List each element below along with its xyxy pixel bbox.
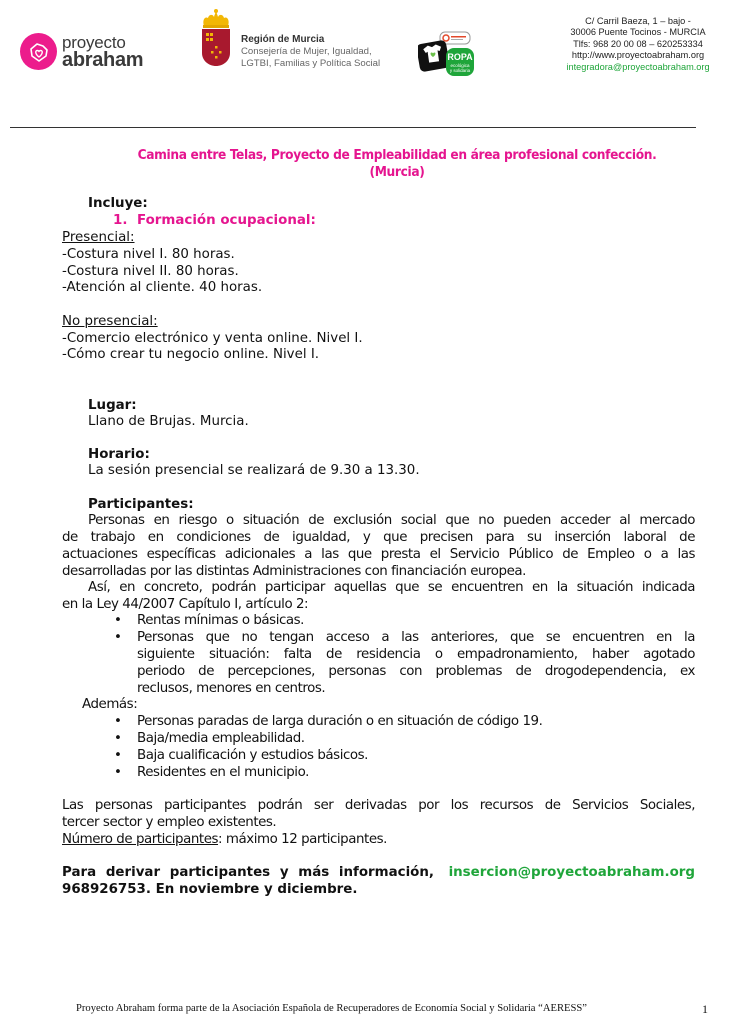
participantes-paragraph-1: [62, 513, 695, 581]
paragraph-line: Personas en riesgo o situación de exclusión social que no pueden acceder al mercado: [88, 513, 695, 528]
consejeria-line1: Consejería de Mujer, Igualdad,: [241, 46, 372, 57]
course-item: -Cómo crear tu negocio online. Nivel I.: [62, 347, 320, 362]
numero-participantes: [62, 832, 387, 849]
horario-text: La sesión presencial se realizará de 9.30 a 13.30.: [88, 463, 420, 478]
lugar-text: Llano de Brujas. Murcia.: [88, 414, 249, 429]
course-item: -Costura nivel II. 80 horas.: [62, 264, 239, 279]
bullet-icon: •: [114, 714, 122, 729]
contacto-prefix: Para derivar participantes y más información,: [62, 865, 434, 880]
consejeria-line2: LGTBI, Familias y Política Social: [241, 58, 381, 69]
list-item: Baja cualificación y estudios básicos.: [137, 748, 368, 763]
numero-participantes-label: Número de participantes: [62, 832, 219, 847]
paragraph-line: Así, en concreto, podrán participar aquellas que se encuentren en la situación indicada: [88, 580, 695, 595]
region-murcia-logo: [199, 6, 380, 70]
numero-participantes-value: : máximo 12 participantes.: [218, 832, 387, 847]
no-presencial-label: No presencial:: [62, 314, 158, 329]
address-street: C/ Carril Baeza, 1 – bajo -: [585, 16, 691, 26]
list-item: Residentes en el municipio.: [137, 765, 309, 780]
list-item-line: siguiente situación: falta de residencia o empadronamiento, haber agotado: [137, 646, 695, 662]
contact-address-block: [548, 16, 728, 73]
letterhead: [0, 0, 733, 100]
logo-text-abraham: abraham: [62, 48, 144, 71]
website-link[interactable]: http://www.proyectoabraham.org: [571, 50, 705, 61]
incluye-heading: Incluye:: [88, 196, 148, 211]
ademas-label: Además:: [82, 697, 138, 712]
formacion-ocupacional-heading: Formación ocupacional:: [137, 213, 316, 228]
title-line1: Camina entre Telas, Proyecto de Empleabilidad en área profesional confección.: [137, 147, 657, 163]
bullet-icon: •: [114, 765, 122, 780]
heart-house-icon: [20, 33, 57, 70]
participantes-heading: Participantes:: [88, 497, 194, 512]
email-integradora-link[interactable]: integradora@proyectoabraham.org: [566, 61, 710, 72]
address-city: 30006 Puente Tocinos - MURCIA: [570, 27, 706, 38]
list-item-line: reclusos, menores en centros.: [137, 680, 326, 696]
page-number: 1: [702, 1002, 708, 1016]
paragraph-line: actuaciones específicas adicionales a las que presta el Servicio Público de Empleo o a las: [62, 546, 695, 562]
header-divider: [10, 127, 696, 128]
region-name: Región de Murcia: [241, 34, 325, 45]
course-item: -Atención al cliente. 40 horas.: [62, 280, 263, 295]
paragraph-line: Las personas participantes podrán ser derivadas por los recursos de Servicios Sociales,: [62, 798, 695, 813]
insercion-email-link[interactable]: insercion@proyectoabraham.org: [448, 865, 695, 880]
bullet-icon: •: [114, 748, 122, 763]
proyecto-abraham-logo: [20, 33, 143, 70]
participantes-paragraph-2: [62, 580, 695, 614]
numbered-item-number: 1.: [113, 213, 128, 228]
address-phones: Tlfs: 968 20 00 08 – 620253334: [573, 38, 703, 49]
logo-text-proyecto: proyecto: [62, 32, 126, 52]
list-item: Rentas mínimas o básicas.: [137, 613, 304, 628]
ropa-sub1: ecológica: [450, 63, 470, 68]
title-line2: (Murcia): [369, 164, 425, 180]
bullet-icon: •: [114, 630, 122, 645]
paragraph-line: en la Ley 44/2007 Capítulo I, artículo 2:: [62, 596, 309, 612]
list-item: [137, 630, 695, 698]
paragraph-line: de trabajo en condiciones de igualdad, y que precisen para su inserción laboral de: [62, 529, 695, 545]
murcia-coat-of-arms-icon: [199, 6, 233, 68]
contacto-line-1: [62, 865, 695, 882]
list-item: Baja/media empleabilidad.: [137, 731, 305, 746]
bullet-icon: •: [114, 731, 122, 746]
course-item: -Costura nivel I. 80 horas.: [62, 247, 235, 262]
list-item: Personas paradas de larga duración o en situación de código 19.: [137, 714, 543, 729]
lugar-heading: Lugar:: [88, 398, 137, 413]
course-item: -Comercio electrónico y venta online. Nivel I.: [62, 331, 363, 346]
list-item-line: periodo de percepciones, personas con problemas de drogodependencia, ex: [137, 663, 695, 679]
ropa-label: ROPA: [447, 52, 473, 62]
contacto-text: [62, 865, 434, 882]
bullet-icon: •: [114, 613, 122, 628]
document-title: [62, 147, 732, 181]
page-footer: Proyecto Abraham forma parte de la Asociación Española de Recuperadores de Economía Social y Solidaria “AERESS”: [76, 1003, 587, 1014]
derivadas-paragraph: [62, 798, 695, 832]
list-item-line: Personas que no tengan acceso a las anteriores, que se encuentren en la: [137, 630, 695, 645]
ropa-ecologica-solidaria-logo: [418, 30, 478, 78]
presencial-label: Presencial:: [62, 230, 135, 245]
paragraph-line: tercer sector y empleo existentes.: [62, 814, 277, 830]
ropa-sub2: y solidaria: [449, 68, 471, 73]
paragraph-line: desarrolladas por las distintas Administraciones con financiación europea.: [62, 563, 526, 579]
horario-heading: Horario:: [88, 447, 150, 462]
contacto-line-2: 968926753. En noviembre y diciembre.: [62, 882, 358, 897]
